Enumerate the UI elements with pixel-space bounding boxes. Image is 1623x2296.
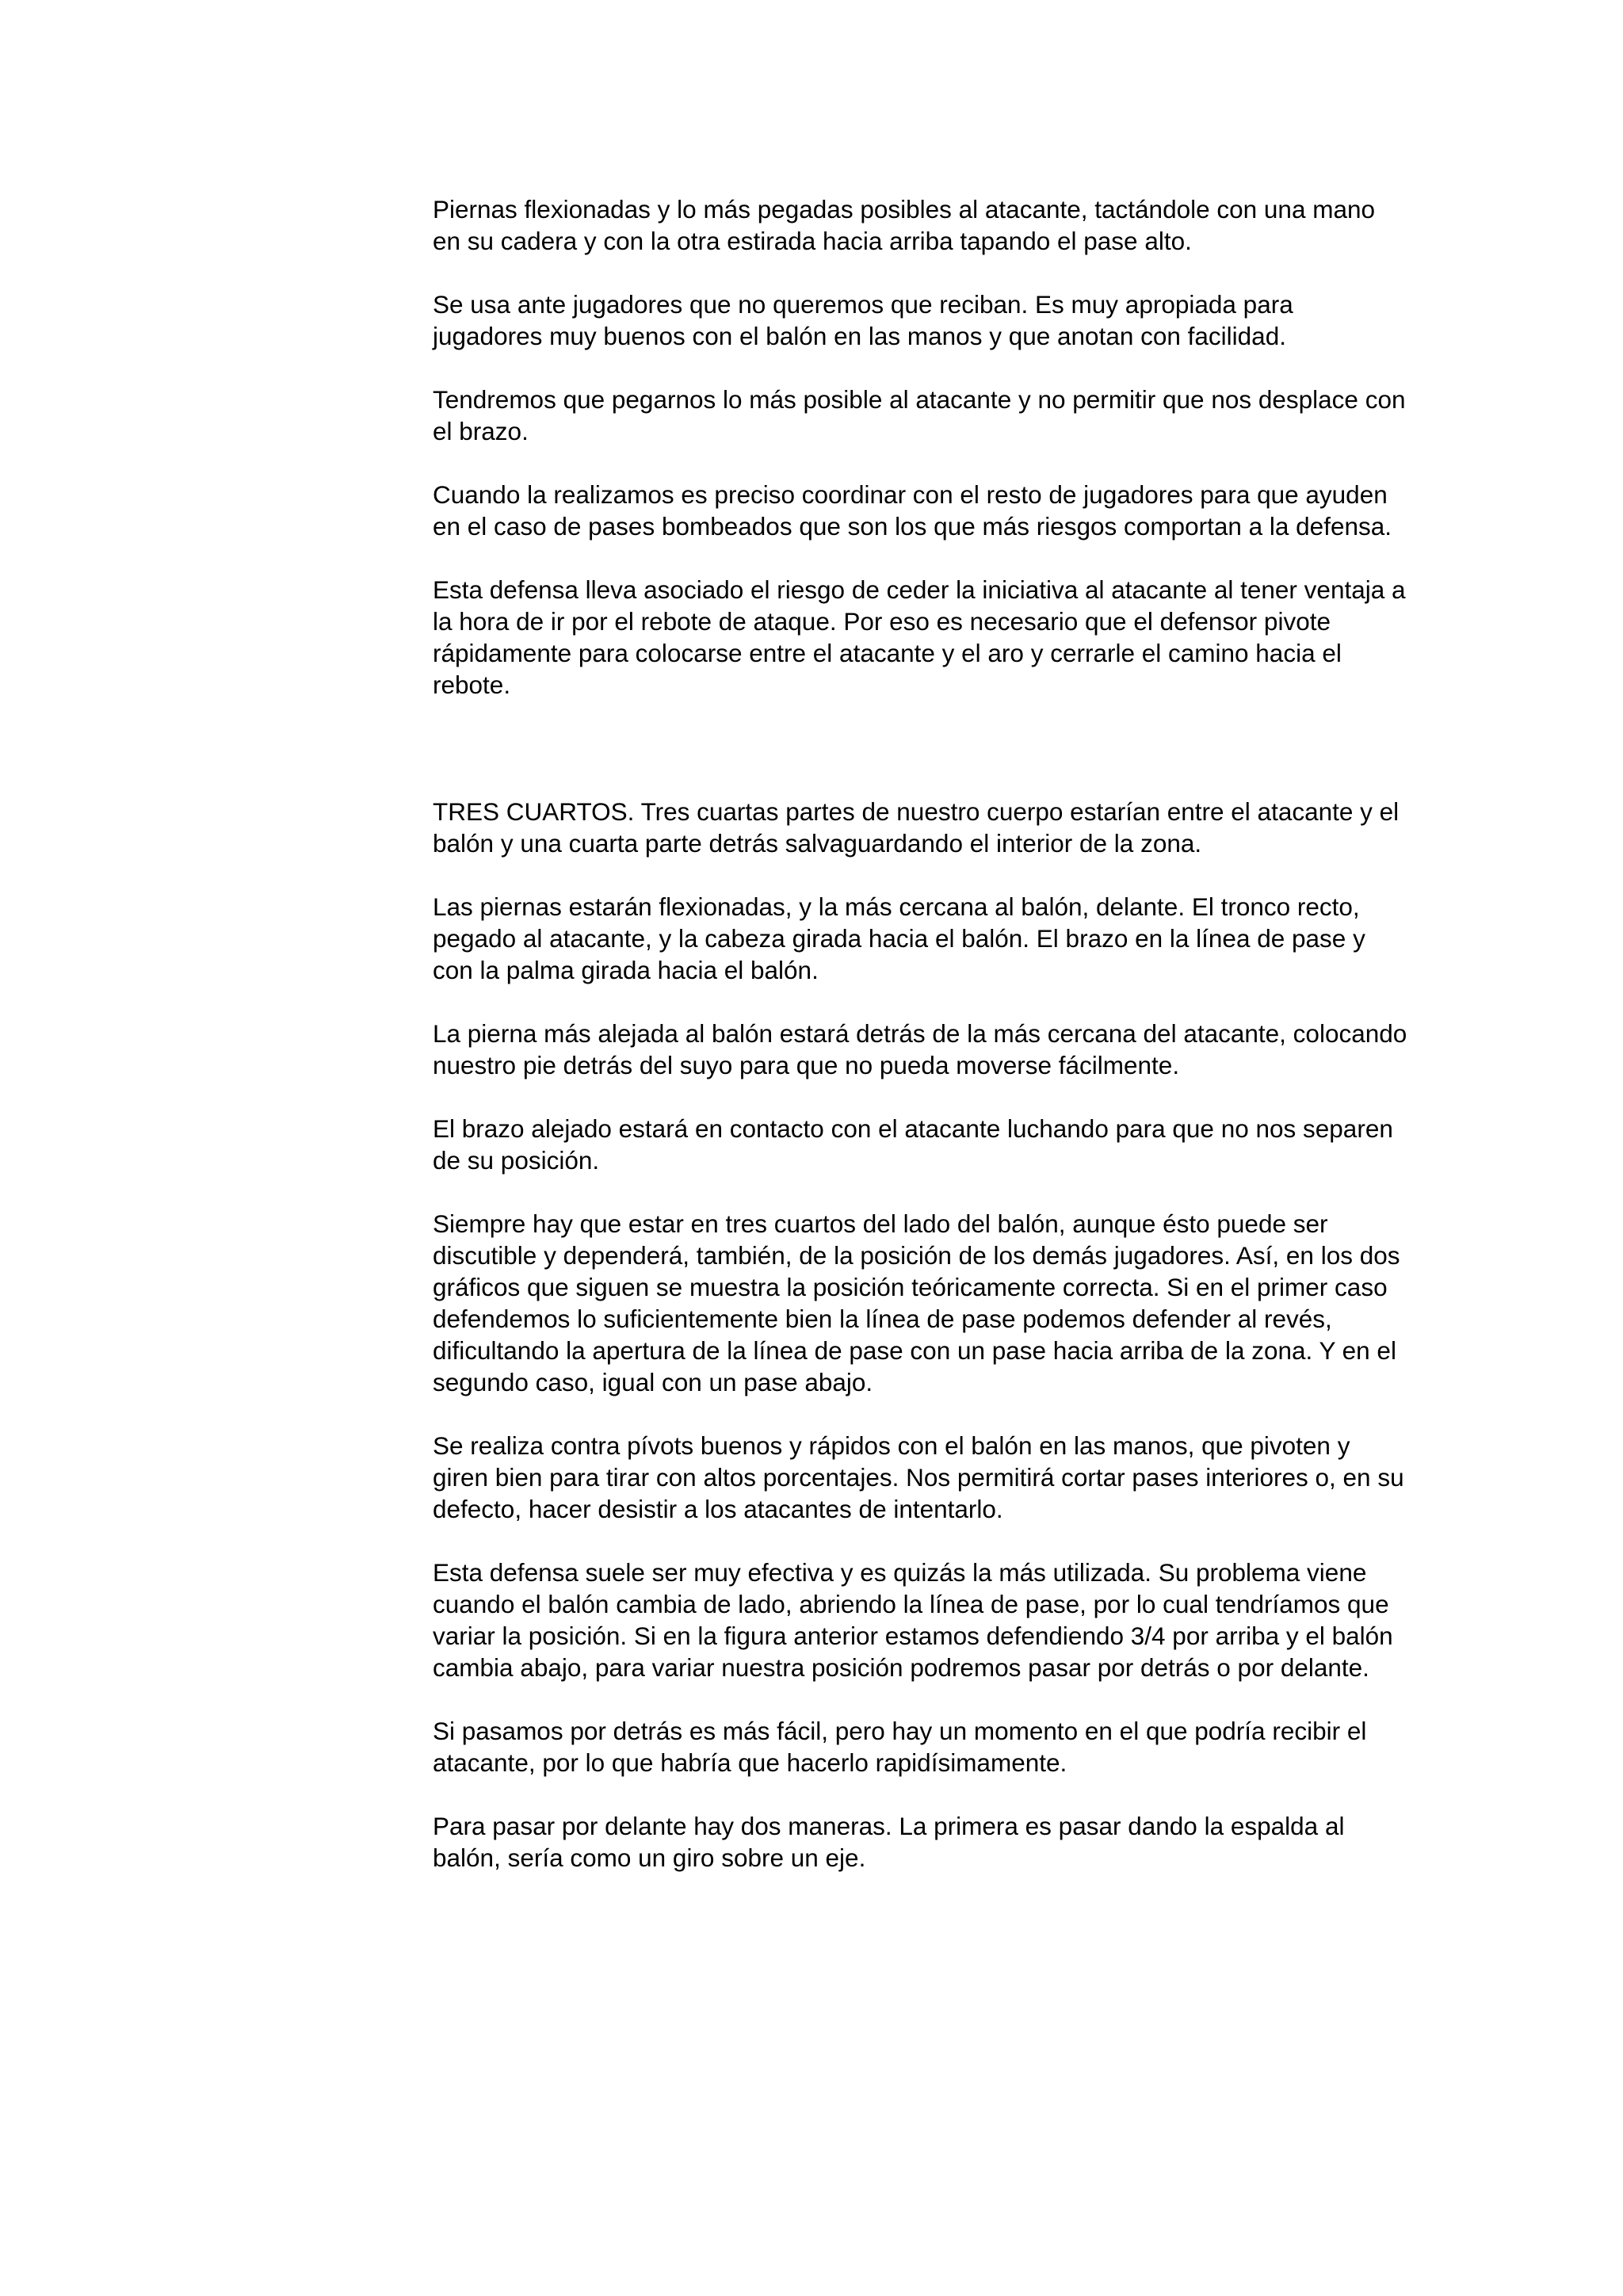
paragraph-three-quarters-side: Siempre hay que estar en tres cuartos del lado del balón, aunque ésto puede ser discutible y dependerá, también, de la posición de los demás jugadores. Así, en los dos gráficos que siguen se muestra la posición teóricamente correcta. Si en el primer caso defendemos lo suficientemente bien la línea de pase podemos defender al revés, dificultando la apertura de la línea de pase con un pase hacia arriba de la zona. Y en el segundo caso, igual con un pase abajo. [433, 1209, 1400, 1396]
paragraph-denial-usage: Se usa ante jugadores que no queremos que reciban. Es muy apropiada para jugadores muy buenos con el balón en las manos y que anotan con facilidad. [433, 290, 1293, 350]
paragraph-three-quarters-far-leg: La pierna más alejada al balón estará detrás de la más cercana del atacante, colocando nuestro pie detrás del suyo para que no pueda moverse fácilmente. [433, 1019, 1407, 1079]
paragraph-denial-contact: Tendremos que pegarnos lo más posible al atacante y no permitir que nos desplace con el brazo. [433, 385, 1406, 445]
paragraph-three-quarters-problem: Esta defensa suele ser muy efectiva y es quizás la más utilizada. Su problema viene cuando el balón cambia de lado, abriendo la línea de pase, por lo cual tendríamos que variar la posición. Si en la figura anterior estamos defendiendo 3/4 por arriba y el balón cambia abajo, para variar nuestra posición podremos pasar por detrás o por delante. [433, 1558, 1393, 1682]
paragraph-denial-stance: Piernas flexionadas y lo más pegadas posibles al atacante, tactándole con una mano en su cadera y con la otra estirada hacia arriba tapando el pase alto. [433, 195, 1376, 255]
paragraph-three-quarters-usage: Se realiza contra pívots buenos y rápidos con el balón en las manos, que pivoten y giren bien para tirar con altos porcentajes. Nos permitirá cortar pases interiores o, en su defecto, hacer desistir a los atacantes de intentarlo. [433, 1431, 1404, 1523]
paragraph-denial-risk: Esta defensa lleva asociado el riesgo de ceder la iniciativa al atacante al tener ventaja a la hora de ir por el rebote de ataque. Por eso es necesario que el defensor pivote rápidamente para colocarse entre el atacante y el aro y cerrarle el camino hacia el rebote. [433, 575, 1406, 699]
paragraph-three-quarters-intro: TRES CUARTOS. Tres cuartas partes de nuestro cuerpo estarían entre el atacante y el balón y una cuarta parte detrás salvaguardando el interior de la zona. [433, 797, 1400, 858]
paragraph-three-quarters-far-arm: El brazo alejado estará en contacto con el atacante luchando para que no nos separen de su posición. [433, 1114, 1393, 1175]
paragraph-pass-front: Para pasar por delante hay dos maneras. La primera es pasar dando la espalda al balón, sería como un giro sobre un eje. [433, 1812, 1345, 1872]
paragraph-pass-behind: Si pasamos por detrás es más fácil, pero hay un momento en el que podría recibir el atacante, por lo que habría que hacerlo rapidísimamente. [433, 1717, 1367, 1777]
paragraph-denial-coordination: Cuando la realizamos es preciso coordinar con el resto de jugadores para que ayuden en el caso de pases bombeados que son los que más riesgos comportan a la defensa. [433, 480, 1392, 541]
document-body [433, 193, 1407, 1905]
paragraph-three-quarters-legs: Las piernas estarán flexionadas, y la más cercana al balón, delante. El tronco recto, pegado al atacante, y la cabeza girada hacia el balón. El brazo en la línea de pase y con la palma girada hacia el balón. [433, 892, 1365, 984]
